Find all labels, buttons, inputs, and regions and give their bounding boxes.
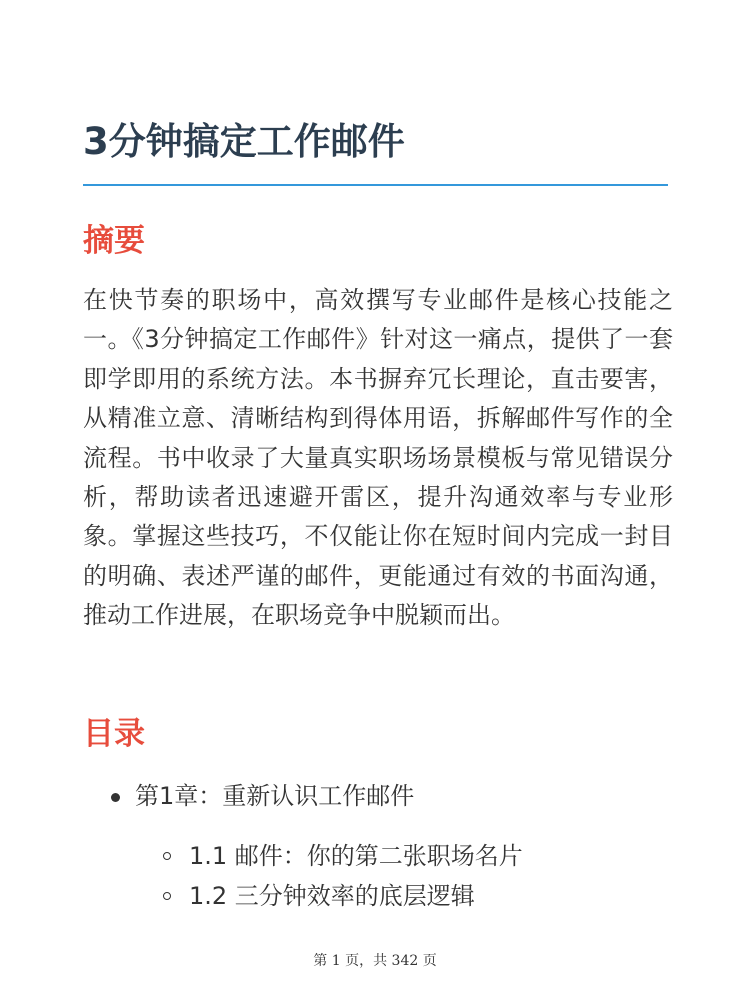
summary-heading: 摘要 xyxy=(83,223,145,259)
page-footer: 第 1 页，共 342 页 xyxy=(313,953,437,969)
title-divider xyxy=(83,184,668,186)
book-title: 3分钟搞定工作邮件 xyxy=(83,120,405,163)
toc-heading: 目录 xyxy=(83,716,145,752)
toc-section-label: 1.1 邮件：你的第二张职场名片 xyxy=(189,842,523,870)
summary-paragraph: 在快节奏的职场中，高效撰写专业邮件是核心技能之一。《3分钟搞定工作邮件》针对这一痛点，提供了一套即学即用的系统方法。本书摒弃冗长理论，直击要害，从精准立意、清晰结构到得体用语，拆解邮件写作的全流程。书中收录了大量真实职场场景模板与常见错误分析，帮助读者迅速避开雷区，提升沟通效率与专业形象。掌握这些技巧，不仅能让你在短时间内完成一封目的明确、表述严谨的邮件，更能通过有效的书面沟通，推动工作进展，在职场竞争中脱颖而出。 xyxy=(83,286,673,630)
toc-chapter-label: 第1章：重新认识工作邮件 xyxy=(135,782,415,810)
bullet-circle-icon xyxy=(163,892,171,900)
bullet-disc-icon xyxy=(111,793,120,802)
bullet-circle-icon xyxy=(163,852,171,860)
toc-section-label: 1.2 三分钟效率的底层逻辑 xyxy=(189,882,475,910)
